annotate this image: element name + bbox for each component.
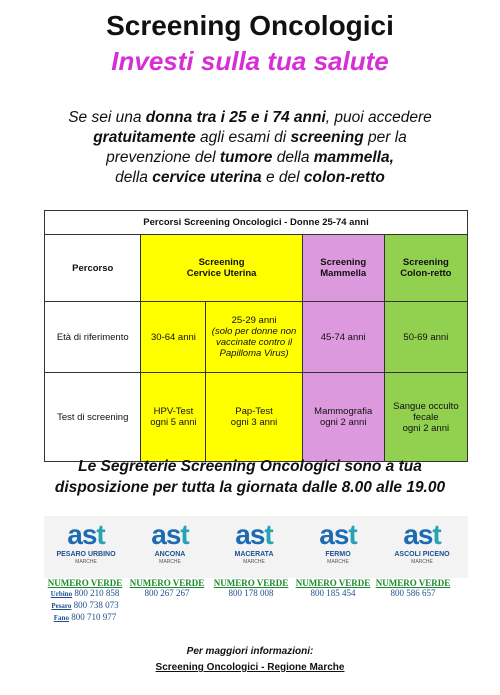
ast-logo-text: as: [319, 519, 349, 550]
ast-logo-plus: t: [348, 519, 357, 550]
cell-test-hpv: [141, 373, 206, 462]
ast-logo-plus: t: [96, 519, 105, 550]
ast-logo-text: as: [151, 519, 181, 550]
col-header-colon-line2: Colon-retto: [400, 268, 452, 279]
intro-text-part: per la: [363, 129, 407, 146]
cell-test-mammella-freq: ogni 2 anni: [319, 417, 367, 428]
availability-line1: Le Segreterie Screening Oncologici sono a tua: [78, 458, 422, 475]
ast-logo-plus: t: [432, 519, 441, 550]
cell-test-mammella: [302, 373, 384, 462]
cell-test-hpv-name: HPV-Test: [153, 406, 194, 417]
ast-logo-region: MARCHE: [75, 559, 97, 565]
availability-text: [20, 456, 480, 498]
col-header-mammella: [302, 235, 384, 302]
col-header-colon-line1: Screening: [402, 257, 449, 268]
intro-text-part: Se sei una: [68, 109, 146, 126]
intro-text-part: della: [115, 169, 153, 186]
ast-logo-region: MARCHE: [327, 559, 349, 565]
table-caption: [45, 211, 468, 235]
ast-logo-city: FERMO: [325, 551, 351, 558]
ast-logo-text: as: [235, 519, 265, 550]
numero-verde-pesaro: [40, 578, 130, 624]
cell-eta-cervice-pap: [206, 302, 302, 373]
phone-number[interactable]: 800 178 008: [228, 588, 274, 598]
phone-number[interactable]: 800 710 977: [71, 612, 117, 622]
numero-verde-location: Fano: [53, 614, 69, 622]
screening-table: [44, 210, 468, 462]
intro-text-bold: cervice uterina: [152, 169, 262, 186]
col-header-colon: [384, 235, 467, 302]
numero-verde-ascoli: [368, 578, 458, 599]
phone-number[interactable]: 800 738 073: [73, 600, 119, 610]
intro-text-bold: gratuitamente: [93, 129, 196, 146]
intro-text-part: prevenzione del: [106, 149, 220, 166]
cell-test-pap-freq: ogni 3 anni: [230, 417, 278, 428]
ast-logo-city: MACERATA: [234, 551, 274, 558]
cell-eta-cervice-pap-range: 25-29 anni: [231, 315, 277, 326]
table-caption-text: Percorsi Screening Oncologici - Donne 25-74 anni: [143, 217, 369, 228]
intro-text-part: e del: [261, 169, 304, 186]
phone-number[interactable]: 800 267 267: [144, 588, 190, 598]
more-info-link[interactable]: Screening Oncologici - Regione Marche: [155, 662, 345, 673]
cell-eta-cervice-hpv: 30-64 anni: [141, 302, 206, 373]
intro-text-bold: donna tra i 25 e i 74 anni: [145, 109, 326, 126]
ast-logo-region: MARCHE: [243, 559, 265, 565]
phone-number[interactable]: 800 586 657: [390, 588, 436, 598]
row-label-eta: Età di riferimento: [45, 302, 141, 373]
intro-text-bold: colon-retto: [303, 169, 385, 186]
intro-text-bold: screening: [290, 129, 364, 146]
availability-line2: disposizione per tutta la giornata dalle 8.00 alle 19.00: [54, 479, 446, 496]
numero-verde-location: Urbino: [50, 590, 73, 598]
ast-logo-text: as: [67, 519, 97, 550]
cell-test-pap-name: Pap-Test: [235, 406, 273, 417]
phone-number[interactable]: 800 185 454: [310, 588, 356, 598]
numero-verde-label: NUMERO VERDE: [47, 578, 123, 588]
numero-verde-label: NUMERO VERDE: [129, 578, 205, 588]
intro-text: [40, 108, 460, 188]
page-title: Screening Oncologici: [106, 10, 394, 41]
col-header-cervice: [141, 235, 302, 302]
intro-text-bold: mammella,: [313, 149, 394, 166]
phone-number[interactable]: 800 210 858: [74, 588, 120, 598]
ast-logo-ancona: [130, 520, 210, 565]
ast-logo-city: ANCONA: [154, 551, 186, 558]
numero-verde-location: Pesaro: [51, 602, 72, 610]
ast-logo-text: as: [403, 519, 433, 550]
cell-eta-colon: 50-69 anni: [384, 302, 467, 373]
ast-logo-pesaro-urbino: [46, 520, 126, 565]
ast-logo-fermo: [298, 520, 378, 565]
cell-eta-mammella: 45-74 anni: [302, 302, 384, 373]
ast-logo-region: MARCHE: [411, 559, 433, 565]
numero-verde-fermo: [288, 578, 378, 599]
numero-verde-label: NUMERO VERDE: [375, 578, 451, 588]
col-header-cervice-line2: Cervice Uterina: [186, 268, 257, 279]
ast-logo-macerata: [214, 520, 294, 565]
ast-logo-city: PESARO URBINO: [56, 551, 116, 558]
numero-verde-macerata: [206, 578, 296, 599]
more-info-label: Per maggiori informazioni:: [186, 646, 314, 657]
ast-logo-city: ASCOLI PICENO: [394, 551, 450, 558]
cell-test-colon-freq: ogni 2 anni: [402, 422, 450, 434]
intro-text-part: , puoi accedere: [325, 109, 432, 126]
col-header-cervice-line1: Screening: [198, 257, 245, 268]
ast-logo-plus: t: [180, 519, 189, 550]
ast-logo-region: MARCHE: [159, 559, 181, 565]
numero-verde-ancona: [122, 578, 212, 599]
intro-text-part: della: [272, 149, 314, 166]
ast-logo-ascoli-piceno: [382, 520, 462, 565]
cell-eta-cervice-pap-note: (solo per donne non vaccinate contro il Papilloma Virus): [211, 326, 297, 359]
numero-verde-label: NUMERO VERDE: [213, 578, 289, 588]
page-subtitle: Investi sulla tua salute: [111, 46, 389, 76]
col-header-percorso: Percorso: [45, 235, 141, 302]
col-header-mammella-line1: Screening: [320, 257, 367, 268]
col-header-mammella-line2: Mammella: [320, 268, 367, 279]
cell-test-mammella-name: Mammografia: [314, 406, 373, 417]
cell-test-pap: [206, 373, 302, 462]
row-label-test: Test di screening: [45, 373, 141, 462]
cell-test-hpv-freq: ogni 5 anni: [150, 417, 197, 428]
cell-test-colon-name: Sangue occulto fecale: [393, 400, 459, 423]
cell-test-colon: [384, 373, 467, 462]
intro-text-bold: tumore: [219, 149, 273, 166]
intro-text-part: agli esami di: [195, 129, 291, 146]
ast-logo-plus: t: [264, 519, 273, 550]
numero-verde-label: NUMERO VERDE: [295, 578, 371, 588]
ast-logos-strip: [44, 516, 468, 578]
